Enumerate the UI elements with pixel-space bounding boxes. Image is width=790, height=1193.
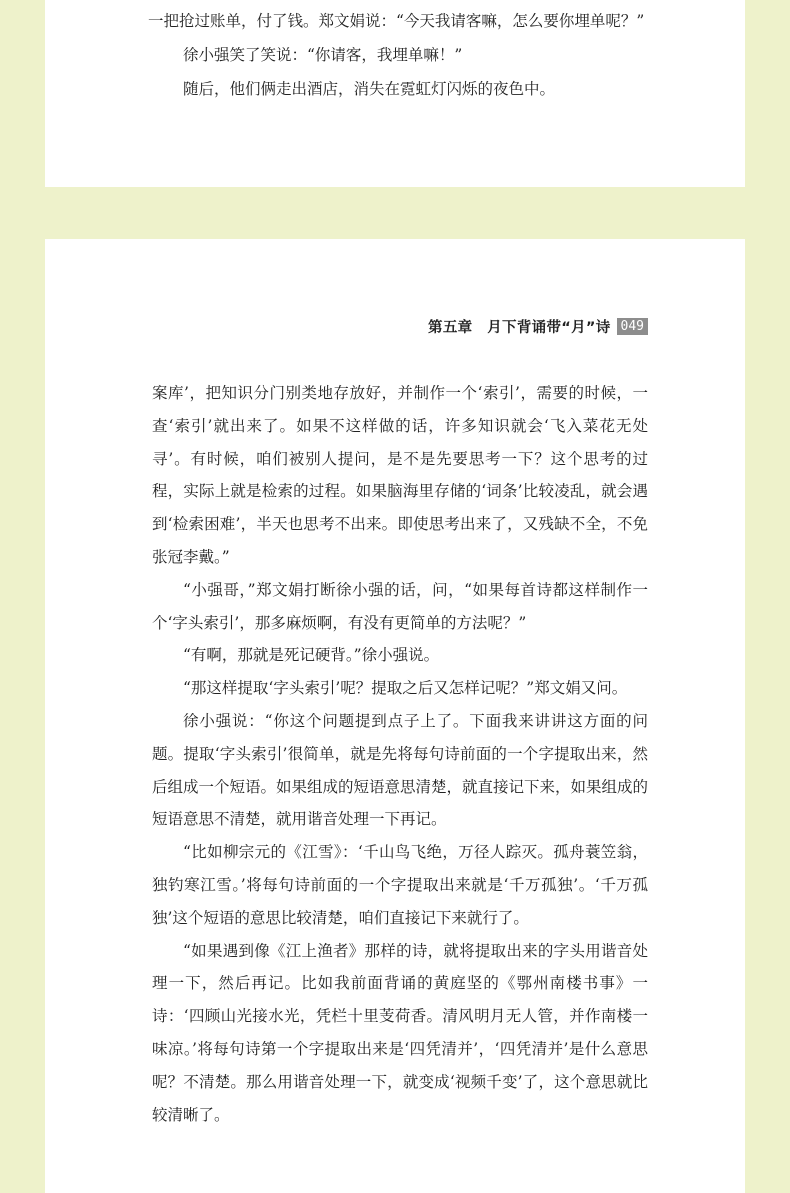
paragraph: 案库’，把知识分门别类地存放好，并制作一个‘索引’，需要的时候，一查‘索引’就出来了。如果不这样做的话，许多知识就会‘飞入菜花无处寻’。有时候，咱们被别人提问，是不是先要思考一下？这个思考的过程，实际上就是检索的过程。如果脑海里存储的‘词条’比较凌乱，就会遇到‘检索困难’，半天也思考不出来。即使思考出来了，又残缺不全，不免张冠李戴。”: [152, 384, 648, 566]
page-body: [152, 377, 648, 1131]
paragraph: “小强哥，”郑文娟打断徐小强的话，问，“如果每首诗都这样制作一个‘字头索引’，那多麻烦啊，有没有更简单的方法呢？”: [152, 580, 648, 632]
paragraph: “那这样提取‘字头索引’呢？提取之后又怎样记呢？”郑文娟又问。: [183, 679, 628, 698]
chapter-title: 第五章 月下背诵带“月”诗: [428, 320, 611, 336]
paragraph: “比如柳宗元的《江雪》：‘千山鸟飞绝，万径人踪灭。孤舟蓑笠翁，独钓寒江雪。’将每句诗前面的一个字提取出来就是‘千万孤独’。‘千万孤独’这个短语的意思比较清楚，咱们直接记下来就行了。: [152, 843, 648, 927]
paragraph: 徐小强笑了笑说：“你请客，我埋单嘛！”: [183, 46, 463, 64]
paragraph: 徐小强说：“你这个问题提到点子上了。下面我来讲讲这方面的问题。提取‘字头索引’很简单，就是先将每句诗前面的一个字提取出来，然后组成一个短语。如果组成的短语意思清楚，就直接记下来，如果组成的短语意思不清楚，就用谐音处理一下再记。: [152, 711, 649, 829]
page-number: 049: [617, 318, 648, 335]
current-page: [45, 239, 745, 1193]
paragraph: 一把抢过账单，付了钱。郑文娟说：“今天我请客嘛，怎么要你埋单呢？”: [148, 12, 645, 30]
paragraph: 随后，他们俩走出酒店，消失在霓虹灯闪烁的夜色中。: [183, 80, 556, 98]
previous-page: [45, 0, 745, 187]
previous-page-text: [148, 4, 648, 106]
paragraph: “如果遇到像《江上渔者》那样的诗，就将提取出来的字头用谐音处理一下，然后再记。比如我前面背诵的黄庭坚的《鄂州南楼书事》一诗：‘四顾山光接水光，凭栏十里芰荷香。清风明月无人管，并作南楼一味凉。’将每句诗第一个字提取出来是‘四凭清并’，‘四凭清并’是什么意思呢？不清楚。那么用谐音处理一下，就变成‘视频千变’了，这个意思就比较清晰了。: [152, 941, 648, 1124]
paragraph: “有啊，那就是死记硬背。”徐小强说。: [183, 646, 440, 665]
running-header: [428, 316, 648, 337]
